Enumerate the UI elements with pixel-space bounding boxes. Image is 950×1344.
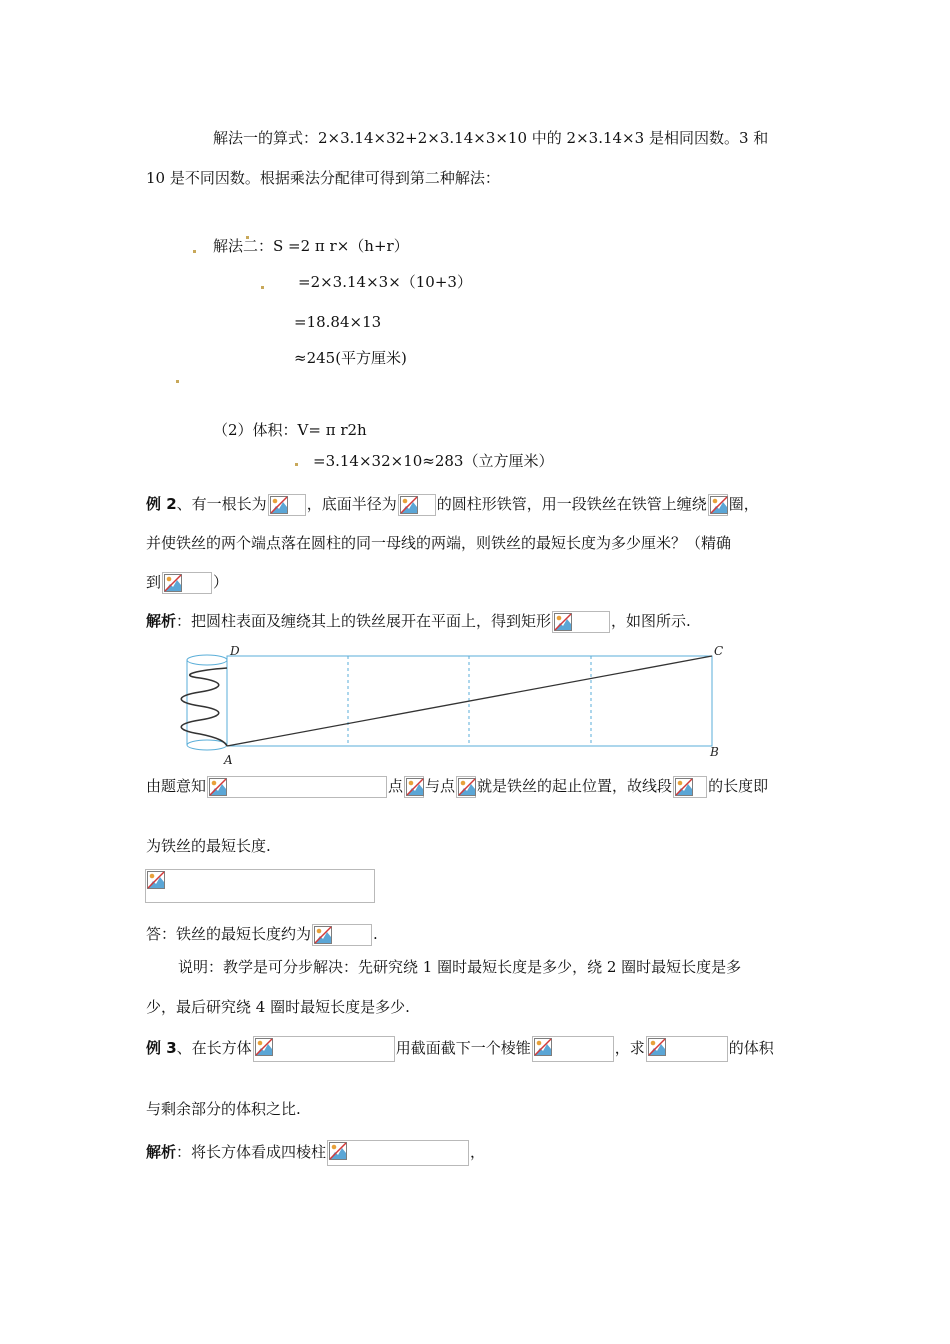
text-line: 解法一的算式：2×3.14×32+2×3.14×3×10 中的 2×3.14×3 是相同因数。3 和 [213,129,769,147]
image-icon [675,778,693,796]
formula-image [646,1036,728,1062]
label-B: B [710,745,719,759]
formula-image [207,776,387,798]
answer-line: 答：铁丝的最短长度约为 . [146,924,378,946]
image-icon [147,871,165,889]
formula-image [312,924,372,946]
note-line: 少，最后研究绕 4 圈时最短长度是多少. [146,998,410,1016]
image-icon [710,496,728,514]
example-3-line: 与剩余部分的体积之比. [146,1100,301,1118]
formula-image [532,1036,614,1062]
text-line: 10 是不同因数。根据乘法分配律可得到第二种解法： [146,169,500,187]
image-icon [400,496,418,514]
formula-image [552,611,610,633]
formula-image [708,494,728,516]
image-icon [329,1142,347,1160]
volume-line: =3.14×32×10≈283（立方厘米） [313,452,554,470]
mark-dot [295,463,298,466]
mark-dot [193,250,196,253]
analysis-line: 解析：把圆柱表面及缠绕其上的铁丝展开在平面上，得到矩形 ，如图所示. [146,611,691,633]
known-line: 由题意知 点 与点 就是铁丝的起止位置，故线段 的长度即 [146,776,768,798]
wire-helix [181,668,227,746]
example-3-line: 例 3、在长方体 用截面截下一个棱锥 ，求 的体积 [146,1036,774,1062]
example-3-tag: 例 3 [146,1039,177,1057]
formula-image [162,572,212,594]
example-2-tag: 例 2 [146,495,177,513]
image-icon [534,1038,552,1056]
formula-image [456,776,476,798]
formula-image [673,776,707,798]
analysis-3-tag: 解析 [146,1143,177,1161]
volume-line: （2）体积：V= π r2h [213,421,367,439]
formula-image [145,869,375,903]
formula-image [398,494,436,516]
image-icon [554,613,572,631]
image-icon [648,1038,666,1056]
label-D: D [230,644,240,658]
mark-dot [176,380,179,383]
formula-image [268,494,306,516]
analysis-tag: 解析 [146,612,177,630]
known-line: 为铁丝的最短长度. [146,837,271,855]
example-2-line: 到 ） [146,572,228,594]
cylinder-bottom [187,740,227,750]
image-icon [458,778,476,796]
image-icon [209,778,227,796]
label-A: A [224,753,233,767]
example-2-line: 并使铁丝的两个端点落在圆柱的同一母线的两端，则铁丝的最短长度为多少厘米？（精确 [146,534,732,552]
image-icon [164,574,182,592]
solution-two-line: ≈245(平方厘米) [294,349,407,367]
formula-image [253,1036,395,1062]
note-line: 说明：教学是可分步解决：先研究绕 1 圈时最短长度是多少，绕 2 圈时最短长度是多 [178,958,742,976]
solution-two-line: =18.84×13 [294,313,382,331]
analysis-3-line: 解析：将长方体看成四棱柱 ， [146,1140,485,1166]
label-C: C [714,644,724,658]
image-icon [406,778,424,796]
mark-dot [261,286,264,289]
solution-two-line: 解法二：S =2 π r×（h+r） [213,237,409,255]
image-icon [314,926,332,944]
image-icon [255,1038,273,1056]
example-2-line: 例 2、有一根长为 ，底面半径为 的圆柱形铁管，用一段铁丝在铁管上缠绕 圈， [146,494,759,516]
image-icon [270,496,288,514]
cylinder-top [187,655,227,665]
solution-two-line: =2×3.14×3×（10+3） [298,273,472,291]
formula-image [404,776,424,798]
cylinder-unfold-figure [180,640,740,770]
formula-image [327,1140,469,1166]
